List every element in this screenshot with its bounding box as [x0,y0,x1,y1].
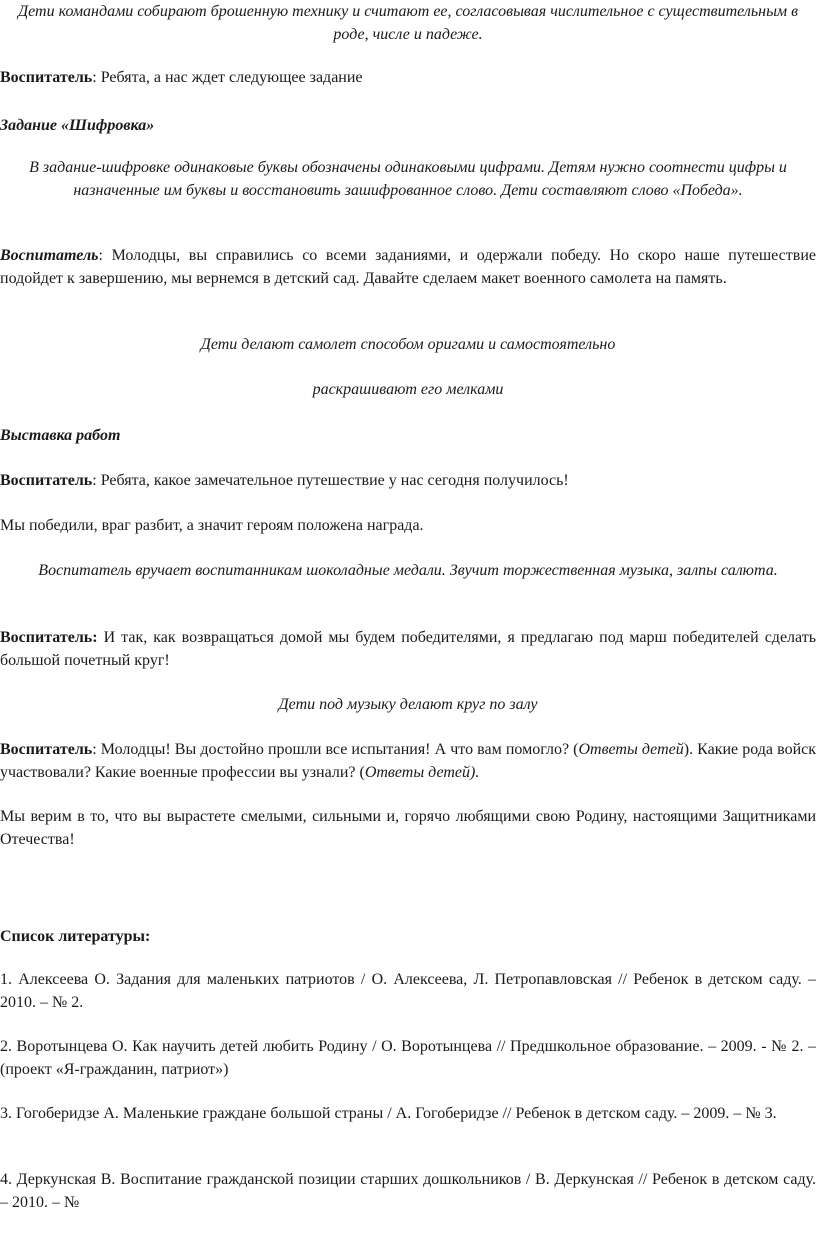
speaker-label: Воспитатель [0,69,93,86]
origami-line-1: Дети делают самолет способом оригами и самостоятельно [200,336,616,353]
origami-line-2: раскрашивают его мелками [312,381,504,398]
victory-paragraph: Мы победили, враг разбит, а значит героям положена награда. [0,517,424,534]
circle-paragraph: Дети под музыку делают круг по залу [278,696,538,713]
speaker-label: Воспитатель [0,472,93,489]
teacher-line-circle [0,626,816,672]
intro-italic-paragraph: Дети командами собирают брошенную технику и считают ее, согласовывая числительное с существительным в роде, числе и падеже. [17,3,799,43]
reference-item: 4. Деркунская В. Воспитание гражданской позиции старших дошкольников / В. Деркунская // Ребенок в детском саду. – 2010. – № [0,1171,816,1211]
speaker-label: Воспитатель [0,247,99,264]
reference-item: 2. Воротынцева О. Как научить детей любить Родину / О. Воротынцева // Предшкольное образование. – 2009. - № 2. – (проект «Я-гражданин, патриот») [0,1038,816,1078]
speaker-label: Воспитатель [0,741,93,758]
medals-paragraph: Воспитатель вручает воспитанникам шоколадные медали. Звучит торжественная музыка, залпы салюта. [38,562,778,579]
answers-note: Ответы детей). [364,764,480,781]
task-description: В задание-шифровке одинаковые буквы обозначены одинаковыми цифрами. Детям нужно соотнести цифры и назначенные им буквы и восстановить зашифрованное слово. Дети составляют слово «Победа». [29,159,787,199]
speaker-label: Воспитатель: [0,629,98,646]
speech-text: И так, как возвращаться домой мы будем победителями, я предлагаю под марш победителей сделать большой почетный круг! [0,629,816,669]
references-heading: Список литературы: [0,928,151,945]
teacher-line-journey [0,469,816,492]
speech-text: ). Какие рода войск участвовали? Какие военные профессии вы узнали? ( [0,741,816,781]
teacher-line-airplane [0,244,816,290]
speech-text: : Ребята, а нас ждет следующее задание [92,69,363,86]
speech-text: : Молодцы! Вы достойно прошли все испытания! А что вам помогло? ( [92,741,579,758]
exhibition-heading: Выставка работ [0,427,121,444]
teacher-line-questions [0,738,816,784]
defenders-paragraph: Мы верим в то, что вы вырастете смелыми, сильными и, горячо любящими свою Родину, настоящими Защитниками Отечества! [0,808,816,848]
reference-item: 3. Гогоберидзе А. Маленькие граждане большой страны / А. Гогоберидзе // Ребенок в детском саду. – 2009. – № 3. [0,1105,777,1122]
reference-item: 1. Алексеева О. Задания для маленьких патриотов / О. Алексеева, Л. Петропавловская // Ребенок в детском саду. – 2010. – № 2. [0,971,816,1011]
speech-text: : Молодцы, вы справились со всеми заданиями, и одержали победу. Но скоро наше путешествие подойдет к завершению, мы вернемся в детский сад. Давайте сделаем макет военного самолета на память. [0,247,816,287]
task-heading: Задание «Шифровка» [0,117,155,134]
answers-note: Ответы детей [578,741,684,758]
speech-text: : Ребята, какое замечательное путешествие у нас сегодня получилось! [92,472,569,489]
teacher-line-next-task [0,66,816,89]
